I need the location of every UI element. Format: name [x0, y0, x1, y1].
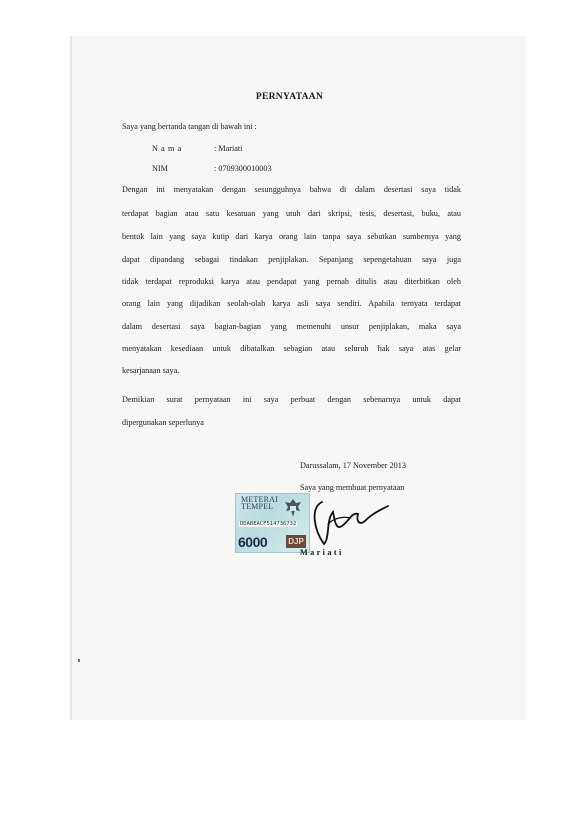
body-line: tidak terdapat reproduksi karya atau pendapat yang pernah ditulis atau diterbitkan oleh	[122, 277, 461, 286]
body-line: bentuk lain yang saya kutip dari karya orang lain tanpa saya sebutkan sumbernya yang	[122, 232, 461, 241]
revenue-stamp	[235, 493, 310, 553]
nim-label: NIM	[152, 164, 168, 173]
body-line: menyatakan kesediaan untuk dibatalkan sebagian atau seluruh hak saya atas gelar	[122, 344, 461, 353]
scanned-page	[70, 36, 526, 720]
stamp-mark: DJP	[286, 535, 306, 548]
body-line: terdapat bagian atau satu kesatuan yang utuh dari skripsi, tesis, desertasi, buku, atau	[122, 209, 461, 218]
stamp-value: 6000	[238, 534, 268, 550]
signer-role: Saya yang membuat pernyataan	[300, 483, 405, 492]
stamp-line2: TEMPEL	[241, 502, 274, 511]
intro-line: Saya yang bertanda tangan di bawah ini :	[122, 122, 257, 131]
stamp-code: DDABEACF514736732	[240, 521, 297, 527]
stamp-title	[241, 496, 278, 510]
closing-line: Demikian surat pernyataan ini saya perbuat dengan sebenarnya untuk dapat	[122, 395, 461, 404]
body-line: kesarjanaan saya.	[122, 366, 180, 375]
place-date: Darussalam, 17 November 2013	[300, 461, 406, 470]
body-line: Dengan ini menyatakan dengan sesungguhnya bahwa di dalam desertasi saya tidak	[122, 185, 461, 194]
nim-value: : 0709300010003	[214, 164, 272, 173]
signer-name: Mariati	[300, 548, 344, 557]
document-title: PERNYATAAN	[255, 92, 324, 102]
closing-line: dipergunakan seperlunya	[122, 418, 204, 427]
scan-speck	[78, 659, 80, 662]
handwritten-signature	[300, 500, 390, 550]
name-label: N a m a	[152, 144, 182, 153]
body-line: dapat dipandang sebagai tindakan penjiplakan. Sepanjang sepengetahuan saya juga	[122, 255, 461, 264]
body-line: orang lain yang dijadikan seolah-olah karya asli saya sendiri. Apabila ternyata terdapat	[122, 299, 461, 308]
scan-edge	[70, 36, 72, 720]
body-line: dalam desertasi saya bagian-bagian yang memenuhi unsur penjiplakan, maka saya	[122, 322, 461, 331]
name-value: : Mariati	[214, 144, 243, 153]
stamp-line1: METERAI	[241, 495, 278, 504]
